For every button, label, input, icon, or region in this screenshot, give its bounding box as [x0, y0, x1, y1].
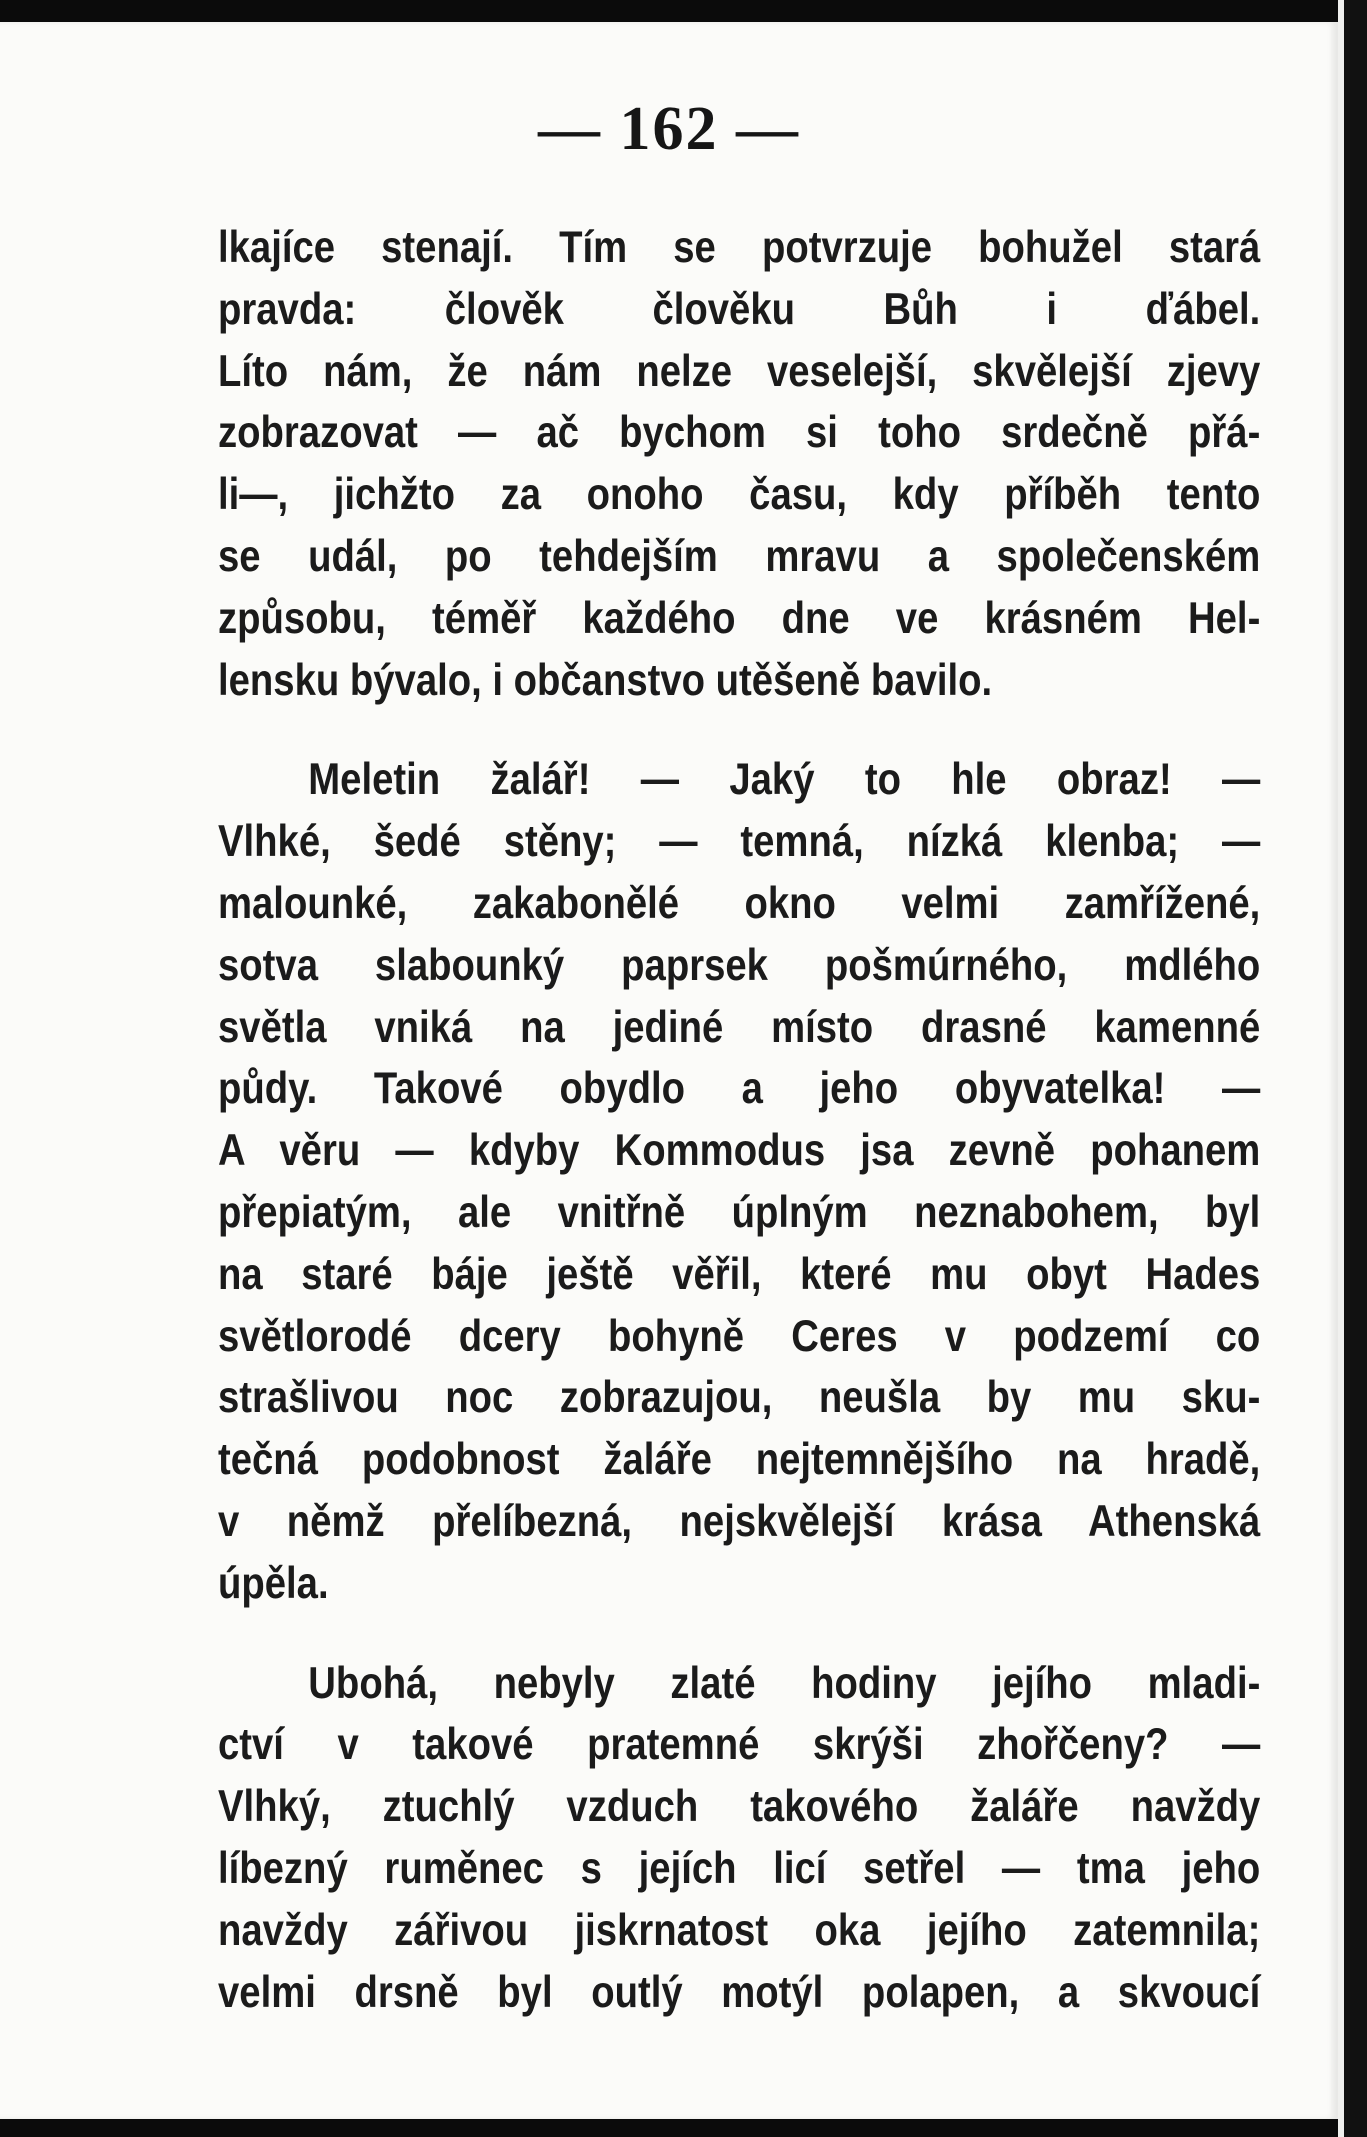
text-line: líbezný ruměnec s jejích licí setřel — tma jeho — [218, 1843, 1261, 1893]
text-line: na staré báje ještě věřil, které mu obyt Hades — [218, 1249, 1261, 1299]
paragraph-3 — [218, 1653, 1260, 2024]
text-line: v němž přelíbezná, nejskvělejší krása Athenská — [218, 1496, 1261, 1546]
text-line: Líto nám, že nám nelze veselejší, skvělejší zjevy — [218, 346, 1261, 396]
text-line: lkajíce stenají. Tím se potvrzuje bohužel stará — [218, 223, 1261, 272]
body-text — [218, 217, 1261, 2023]
text-line: tečná podobnost žaláře nejtemnějšího na hradě, — [218, 1435, 1261, 1485]
text-line: velmi drsně byl outlý motýl polapen, a skvoucí — [218, 1967, 1261, 2017]
book-page — [0, 22, 1338, 2119]
text-line: Vlhký, ztuchlý vzduch takového žaláře navždy — [218, 1782, 1261, 1832]
scan-border — [1338, 0, 1367, 2137]
text-line: Vlhké, šedé stěny; — temná, nízká klenba; — — [218, 817, 1261, 867]
page-number: — 162 — — [538, 95, 800, 163]
text-line: sotva slabounký paprsek pošmúrného, mdlého — [218, 940, 1261, 990]
text-line: strašlivou noc zobrazujou, neušla by mu sku- — [218, 1373, 1261, 1423]
text-line: pravda: člověk člověku Bůh i ďábel. — [218, 284, 1261, 334]
text-line: způsobu, téměř každého dne ve krásném Hel- — [218, 593, 1261, 643]
text-line: půdy. Takové obydlo a jeho obyvatelka! — — [218, 1064, 1261, 1114]
text-line: přepiatým, ale vnitřně úplným neznabohem, byl — [218, 1187, 1261, 1237]
text-line: navždy zářivou jiskrnatost oka jejího zatemnila; — [218, 1905, 1261, 1955]
text-line: lensku bývalo, i občanstvo utěšeně bavilo. — [218, 655, 993, 705]
text-line: Ubohá, nebyly zlaté hodiny jejího mladi- — [308, 1658, 1261, 1708]
text-line: úpěla. — [218, 1558, 329, 1608]
text-line: zobrazovat — ač bychom si toho srdečně přá- — [218, 408, 1261, 458]
text-line: li—, jichžto za onoho času, kdy příběh tento — [218, 470, 1261, 520]
text-line: malounké, zakabonělé okno velmi zamřížené, — [218, 878, 1261, 928]
paragraph-2 — [218, 749, 1260, 1614]
text-line: A věru — kdyby Kommodus jsa zevně pohanem — [218, 1126, 1261, 1176]
text-line: světlorodé dcery bohyně Ceres v podzemí co — [218, 1311, 1261, 1361]
text-line: se udál, po tehdejším mravu a společenském — [218, 531, 1261, 581]
text-line: ctví v takové pratemné skrýši zhořčeny? — — [218, 1720, 1261, 1770]
paragraph-1 — [218, 217, 1260, 711]
text-line: světla vniká na jediné místo drasné kamenné — [218, 1002, 1261, 1052]
text-line: Meletin žalář! — Jaký to hle obraz! — — [308, 755, 1261, 805]
